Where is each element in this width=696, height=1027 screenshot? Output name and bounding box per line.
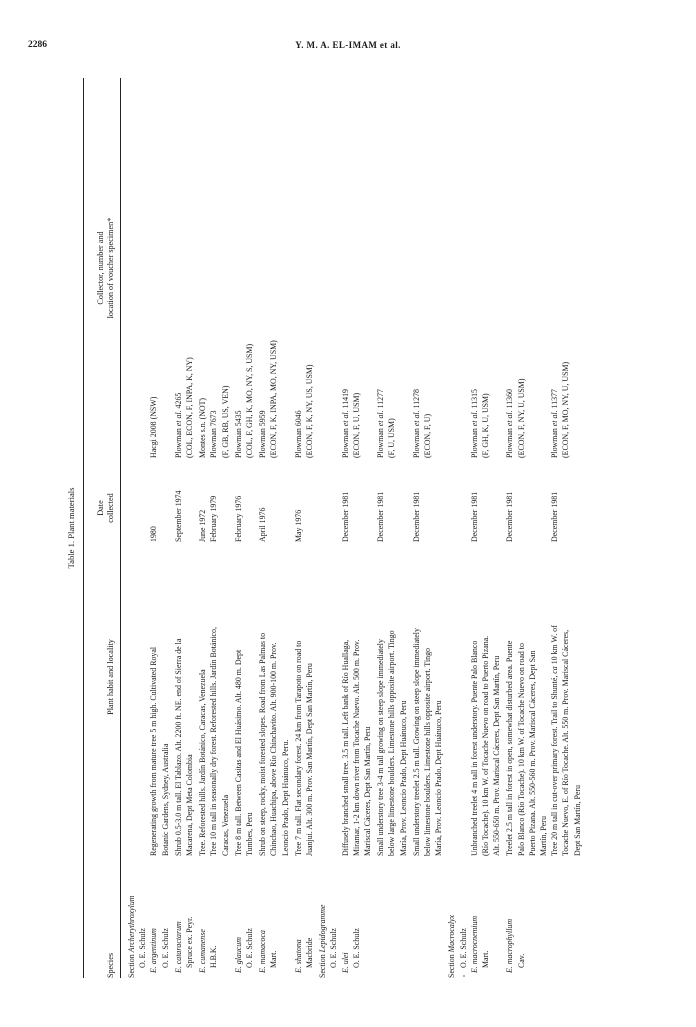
cell-line: Tocache Nuevo, E. of Río Tocache. Alt. 550 m. Prov. Mariscal Cáceres, (561, 629, 571, 856)
cell-line: Leoncio Prado, Dept Huánuco, Peru. (280, 739, 290, 856)
cell-ha (126, 548, 171, 856)
column-header-date-line1: Date (96, 500, 105, 516)
cell-da (375, 464, 386, 542)
cell-co (446, 78, 491, 458)
cell-line: E. shatona (293, 939, 303, 973)
cell-line: Tree. Reforested hills. Jardín Botánico, Caracas, Venezuela (198, 669, 208, 856)
cell-line (446, 464, 457, 542)
cell-line: September 1974 (173, 490, 183, 542)
cell-line: Regenerating growth from mature tree 5 m high. Cultivated Royal (149, 646, 159, 856)
cell-line (126, 78, 137, 458)
cell-line: (ECON, F, U) (423, 413, 432, 458)
cell-da (257, 464, 268, 542)
cell-line (126, 548, 137, 856)
column-header-date (96, 474, 116, 542)
cell-line (458, 548, 469, 856)
cell-ha (375, 548, 409, 856)
page-number: 2286 (28, 40, 47, 50)
column-header-species: Species (106, 952, 115, 978)
cell-da (446, 464, 480, 542)
column-header-date-line2: collected (106, 493, 115, 523)
cell-line: Plowman 6046 (293, 410, 303, 458)
cell-da (197, 464, 219, 542)
cell-line: Shrub 0.5-3.0 m tall. El Tablazo. Alt. 2200 ft. NE. end of Sierra de la (173, 638, 183, 856)
cell-line: Spruce ex. Peyr. (185, 916, 194, 968)
cell-line: May 1976 (293, 509, 303, 542)
cell-line: December 1981 (505, 491, 515, 542)
cell-line: Small understory tree 3-4 m tall growing on steep slope immediately (376, 639, 386, 856)
cell-line (137, 548, 148, 856)
cell-sp (233, 866, 255, 978)
cell-co (233, 78, 255, 458)
cell-line: below limestone boulders. Limestone hills opposite airport. Tingo (423, 648, 432, 856)
cell-line (137, 78, 148, 458)
cell-co (257, 78, 279, 458)
cell-line: (F, GH, K, U, USM) (481, 393, 490, 458)
cell-line (527, 78, 538, 458)
cell-line: Section Archerythroxylum (127, 895, 136, 978)
cell-line: E. glaucum (233, 937, 243, 973)
cell-line: Mart. (481, 950, 490, 968)
cell-line (328, 548, 339, 856)
running-head: Y. M. A. EL-IMAM et al. (295, 40, 401, 50)
column-header-collector-line1: Collector, number and (96, 231, 105, 305)
cell-line: Montes s.n. (NOT) (198, 397, 208, 458)
cell-line: (ECON, F, MO, NY, U, USM) (561, 361, 571, 458)
cell-line: O. E. Schulz (245, 928, 254, 968)
cell-line: February 1976 (233, 495, 243, 542)
cell-line (137, 464, 148, 542)
cell-line: Caracas, Venezuela (220, 794, 230, 856)
cell-sp (257, 866, 279, 978)
cell-line: O. E. Schulz (351, 928, 361, 968)
cell-ha (257, 548, 291, 856)
cell-line: Plowman et al. 11360 (505, 389, 515, 458)
cell-line: E. cumanense (198, 929, 208, 973)
cell-line: (ECON, F, K, NY, US, USM) (305, 364, 314, 458)
cell-line: June 1972 (198, 509, 208, 542)
cell-da (504, 464, 560, 542)
cell-line: (F, U, USM) (387, 418, 397, 458)
column-header-collector-line2: location of voucher specimen* (106, 217, 115, 319)
cell-line: Unbranched treelet 4 m tall in forest understory. Puente Palo Blanco (469, 640, 479, 856)
cell-line: February 1979 (209, 495, 219, 542)
cell-line: María, Prov. Leoncio Prado, Dept Huánuco, Peru (434, 700, 444, 856)
cell-line (317, 548, 328, 856)
cell-sp (317, 866, 362, 978)
cell-line: Plowman et al. 11377 (550, 389, 560, 458)
table-top-rule (83, 78, 84, 978)
table-header-rule (120, 78, 121, 978)
cell-co (126, 78, 160, 458)
cell-co (411, 78, 433, 458)
cell-line: (ECON, F, NY, U, USM) (516, 378, 526, 458)
cell-line: E. mamacoca (258, 930, 268, 973)
cell-ha (317, 548, 373, 856)
column-header-habit: Plant habit and locality (106, 639, 115, 715)
cell-line (538, 464, 549, 542)
cell-line: December 1981 (340, 491, 350, 542)
cell-line: Shrub on steep, rocky, moist forested slopes. Road from Las Palmas to (258, 632, 268, 856)
cell-line: Plowman 5435 (233, 410, 243, 458)
cell-line: December 1981 (376, 491, 386, 542)
cell-line: E. macrophyllum (505, 918, 515, 973)
cell-ha (446, 548, 502, 856)
cell-ha (504, 548, 582, 856)
cell-co (504, 78, 571, 458)
cell-line: Chinchao, Huachipa, above Río Chinchavito. Alt. 900-100 m. Prov. (269, 642, 279, 856)
cell-line: Plowman et al. 11419 (340, 389, 350, 458)
cell-line (328, 78, 339, 458)
cell-line: Tree 7 m tall. Flat secondary forest. 24 km from Tarapoto on road to (293, 640, 303, 856)
cell-line: Miramar, 1-2 km down river from Tocache Nuevo. Alt. 500 m. Prov. (351, 639, 361, 856)
cell-line: December 1981 (550, 491, 560, 542)
cell-line: María, Prov. Leoncio Prado, Dept Huánuco, Peru (398, 700, 408, 856)
cell-line (538, 78, 549, 458)
cell-line: Plowman 7673 (209, 410, 219, 458)
cell-line (446, 78, 457, 458)
scan-speck (463, 975, 465, 977)
cell-line: Hacgi 2008 (NSW) (149, 396, 159, 458)
cell-da (173, 464, 184, 542)
cell-line: Cav. (516, 953, 526, 968)
cell-line: (F, GB, RB, US, VEN) (220, 385, 230, 458)
cell-line: Juanjui. Alt. 300 m. Prov. San Martín, Dept San Martín, Peru (305, 663, 314, 856)
cell-line (516, 464, 527, 542)
cell-line: Plowman et al. 11277 (376, 389, 386, 458)
cell-line (317, 78, 328, 458)
cell-line: O. E. Schulz (329, 928, 339, 968)
cell-co (173, 78, 195, 458)
cell-sp (197, 866, 219, 978)
cell-line (458, 78, 469, 458)
cell-line: Plowman et al. 11315 (469, 389, 479, 458)
cell-sp (126, 866, 171, 978)
cell-co (293, 78, 315, 458)
cell-line: Alt. 550-650 m. Prov. Mariscal Cáceres, Dept San Martín, Peru (492, 655, 502, 856)
cell-line: E. argentinum (149, 928, 159, 973)
cell-line: Tree 8 m tall. Between Casitas and El Huásimo. Alt. 480 m. Dept (233, 649, 243, 856)
cell-sp (173, 866, 195, 978)
cell-line: O. E. Schulz (458, 928, 468, 968)
cell-ha (197, 548, 231, 856)
cell-da (126, 464, 160, 542)
cell-line: E. ulei (340, 952, 350, 973)
cell-line: 1980 (149, 526, 159, 542)
cell-line: E. cataractarum (173, 921, 183, 973)
cell-line (126, 464, 137, 542)
cell-sp (293, 866, 315, 978)
cell-line: Tumbes, Peru (245, 812, 254, 856)
cell-sp (504, 866, 526, 978)
cell-line: Martín, Peru (539, 816, 548, 856)
cell-co (375, 78, 397, 458)
cell-line: December 1981 (411, 491, 421, 542)
cell-line: Dept San Martín, Peru (572, 784, 582, 856)
cell-co (197, 78, 231, 458)
cell-da (317, 464, 351, 542)
cell-line: Plowman et al. 11278 (411, 389, 421, 458)
cell-line: Tree 10 m tall in seasonally dry forest. Reforested hills. Jardín Botánico, (209, 627, 219, 856)
cell-da (293, 464, 304, 542)
cell-ha (173, 548, 195, 856)
cell-line: (COL, ECON, F, INPA, K, NY) (185, 357, 194, 458)
cell-line: Macbride (305, 937, 314, 968)
cell-line: Plowman et al. 4265 (173, 392, 183, 458)
table-caption: Table 1. Plant materials (66, 487, 76, 569)
cell-sp (446, 866, 491, 978)
cell-line: Botanic Gardens, Sydney, Australia (160, 743, 170, 856)
cell-line: below large limestone boulders. Limestone hills opposite airport. Tingo (387, 630, 397, 856)
cell-line (458, 464, 469, 542)
cell-ha (233, 548, 255, 856)
plant-materials-table (60, 78, 620, 978)
cell-line: Treelet 2.5 m tall in forest in open, somewhat disturbed area. Puente (505, 640, 515, 856)
cell-ha (293, 548, 315, 856)
cell-line: Palo Blanco (Río Tocache). 10 km W. of Tocache Nuevo on road to (516, 643, 526, 856)
cell-line (328, 464, 339, 542)
cell-line: O. E. Schulz (138, 928, 148, 968)
cell-line: Tree 20 m tall in cut-over primary forest. Trail to Shunté, ca 10 km W. of (550, 625, 560, 856)
cell-line: H.B.K. (209, 945, 219, 968)
cell-line (317, 464, 328, 542)
cell-da (411, 464, 422, 542)
cell-line: Plowman 5959 (258, 410, 268, 458)
cell-line: Section Lepidogramme (318, 904, 328, 978)
cell-line: Diffusely branched small tree. 3.5 m tall. Left bank of Río Huallaga, (340, 639, 350, 856)
cell-line: Small understory treelet 2.5 m tall. Growing on steep slope immediately (411, 628, 421, 856)
cell-line: (ECON, F, U, USM) (351, 392, 361, 458)
cell-line: Puerto Pizana. Alt. 550-560 m. Prov. Mariscal Cáceres, Dept San (527, 650, 537, 856)
cell-line: Mariscal Cáceres, Dept San Martín, Peru (363, 726, 372, 856)
cell-line (527, 464, 538, 542)
cell-line: O. E. Schulz (160, 928, 170, 968)
cell-line: Mart. (269, 950, 279, 968)
cell-line: (COL, F, GH, K, MO, NY, S, USM) (245, 343, 254, 458)
cell-line: Macarena, Dept Meta Colombia (185, 754, 194, 856)
cell-line: December 1981 (469, 491, 479, 542)
cell-da (233, 464, 244, 542)
cell-line: (Río Tocache). 10 km W. of Tocache Nuevo on road to Puerto Pizana. (481, 635, 490, 856)
cell-line: E. macrocnemium (469, 915, 479, 973)
cell-ha (411, 548, 445, 856)
cell-line: Section Macrocalyx (447, 914, 457, 978)
column-header-collector (96, 78, 116, 458)
cell-line (446, 548, 457, 856)
cell-line: April 1976 (258, 507, 268, 542)
cell-co (317, 78, 362, 458)
cell-line: (ECON, F, K, INPA, MO, NY, USM) (269, 340, 279, 458)
